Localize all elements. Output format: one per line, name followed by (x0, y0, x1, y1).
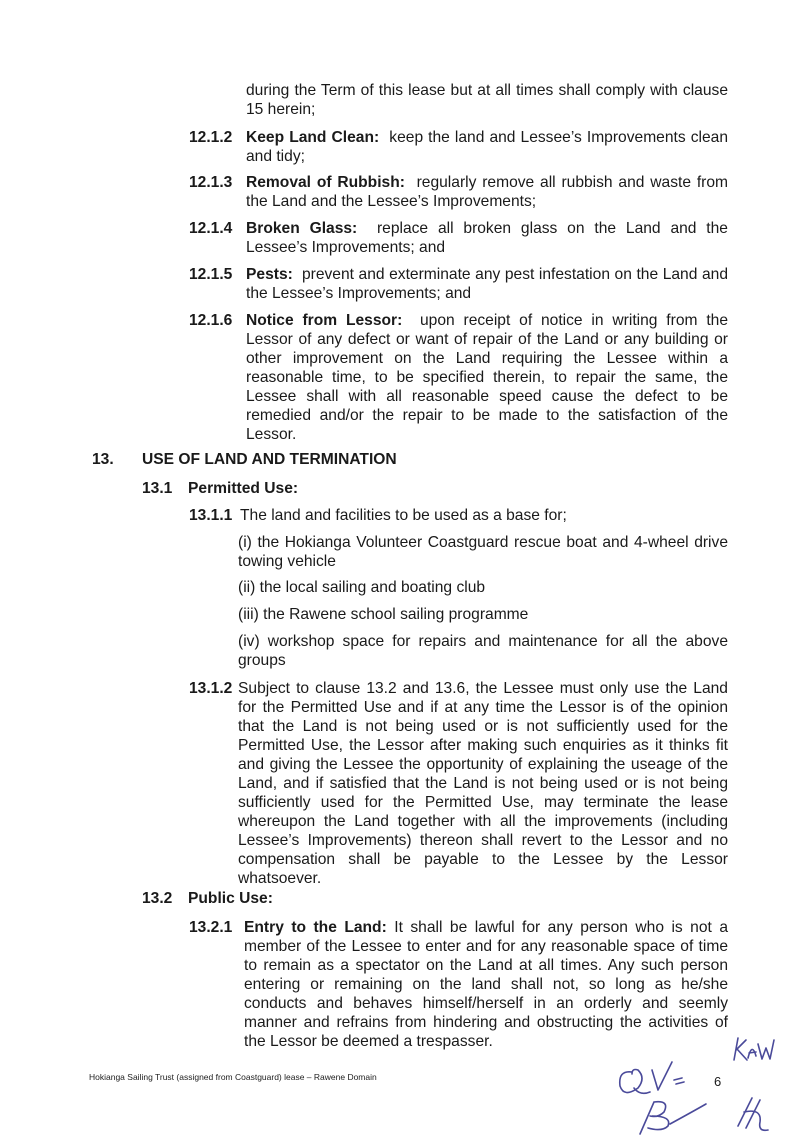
subsection-number: 13.1 (142, 480, 173, 497)
clause-12-1-3 (246, 173, 728, 211)
clause-number: 12.1.2 (189, 129, 233, 146)
use-item: (iii) the Rawene school sailing programme (238, 606, 529, 623)
clause-12-1-1-tail: during the Term of this lease but at all times shall comply with clause 15 herein; (246, 82, 728, 118)
clause-number: 12.1.4 (189, 220, 233, 237)
clause-text: keep the land and Lessee’s Improvements clean and tidy; (246, 129, 728, 165)
clause-number: 13.2.1 (189, 919, 233, 936)
clause-13-1-1: The land and facilities to be used as a base for; (240, 507, 567, 524)
subsection-heading: Permitted Use: (188, 480, 299, 497)
clause-text: upon receipt of notice in writing from the Lessor of any defect or want of repair of the Land or any building or other improvement on the Land requiring the Lessee within a reasonable time, to be specified therein, to repair the same, the Lessee shall with all reasonable speed cause the defect to be remedied and/or the repair to be made to the satisfaction of the Lessor. (246, 312, 728, 443)
use-item: (iv) workshop space for repairs and maintenance for all the above groups (238, 633, 728, 669)
clause-12-1-5 (246, 265, 728, 303)
clause-title: Removal of Rubbish: (246, 174, 405, 191)
subsection-number: 13.2 (142, 890, 173, 907)
clause-number: 13.1.1 (189, 507, 233, 524)
clause-text: It shall be lawful for any person who is not a member of the Lessee to enter and for any reasonable space of time to remain as a spectator on the Land at all times. Any such person entering or remaining on the land shall not, so long as he/she conducts and behaves himself/herself in an orderly and seemly manner and refrains from hindering and obstructing the activities of the Lessor be deemed a trespasser. (244, 919, 728, 1050)
page-number: 6 (714, 1074, 722, 1089)
clause-number: 12.1.3 (189, 174, 233, 191)
clause-number: 13.1.2 (189, 680, 233, 697)
section-number: 13. (92, 451, 114, 468)
clause-text: prevent and exterminate any pest infestation on the Land and the Lessee’s Improvements; and (246, 266, 728, 302)
clause-title: Keep Land Clean: (246, 129, 380, 146)
clause-title: Notice from Lessor: (246, 312, 403, 329)
use-item: (ii) the local sailing and boating club (238, 579, 486, 596)
clause-12-1-2 (246, 128, 728, 166)
clause-13-1-2: Subject to clause 13.2 and 13.6, the Lessee must only use the Land for the Permitted Use and if at any time the Lessor is of the opinion that the Land is not being used or is not sufficiently used for the Permitted Use, the Lessor after making such enquiries as it thinks fit and giving the Lessee the opportunity of explaining the useage of the Land, and if satisfied that the Land is not being used or is not being sufficiently used for the Permitted Use, may terminate the lease whereupon the Land together with all the improvements (including Lessee’s Improvements) thereon shall revert to the Lessor and no compensation shall be payable to the Lessee by the Lessor whatsoever. (238, 680, 728, 887)
use-item: (i) the Hokianga Volunteer Coastguard rescue boat and 4-wheel drive towing vehicle (238, 534, 728, 570)
clause-number: 12.1.6 (189, 312, 233, 329)
clause-text: regularly remove all rubbish and waste from the Land and the Lessee’s Improvements; (246, 174, 729, 210)
clause-title: Entry to the Land: (244, 919, 387, 936)
subsection-heading: Public Use: (188, 890, 273, 907)
signature-initials (610, 1032, 780, 1137)
clause-text: replace all broken glass on the Land and the Lessee’s Improvements; and (246, 220, 728, 256)
section-heading: USE OF LAND AND TERMINATION (142, 451, 397, 468)
clause-12-1-6 (246, 311, 728, 444)
footer-text: Hokianga Sailing Trust (assigned from Coastguard) lease – Rawene Domain (89, 1072, 377, 1082)
clause-title: Pests: (246, 266, 293, 283)
clause-12-1-4 (246, 219, 728, 257)
clause-title: Broken Glass: (246, 220, 358, 237)
clause-number: 12.1.5 (189, 266, 233, 283)
